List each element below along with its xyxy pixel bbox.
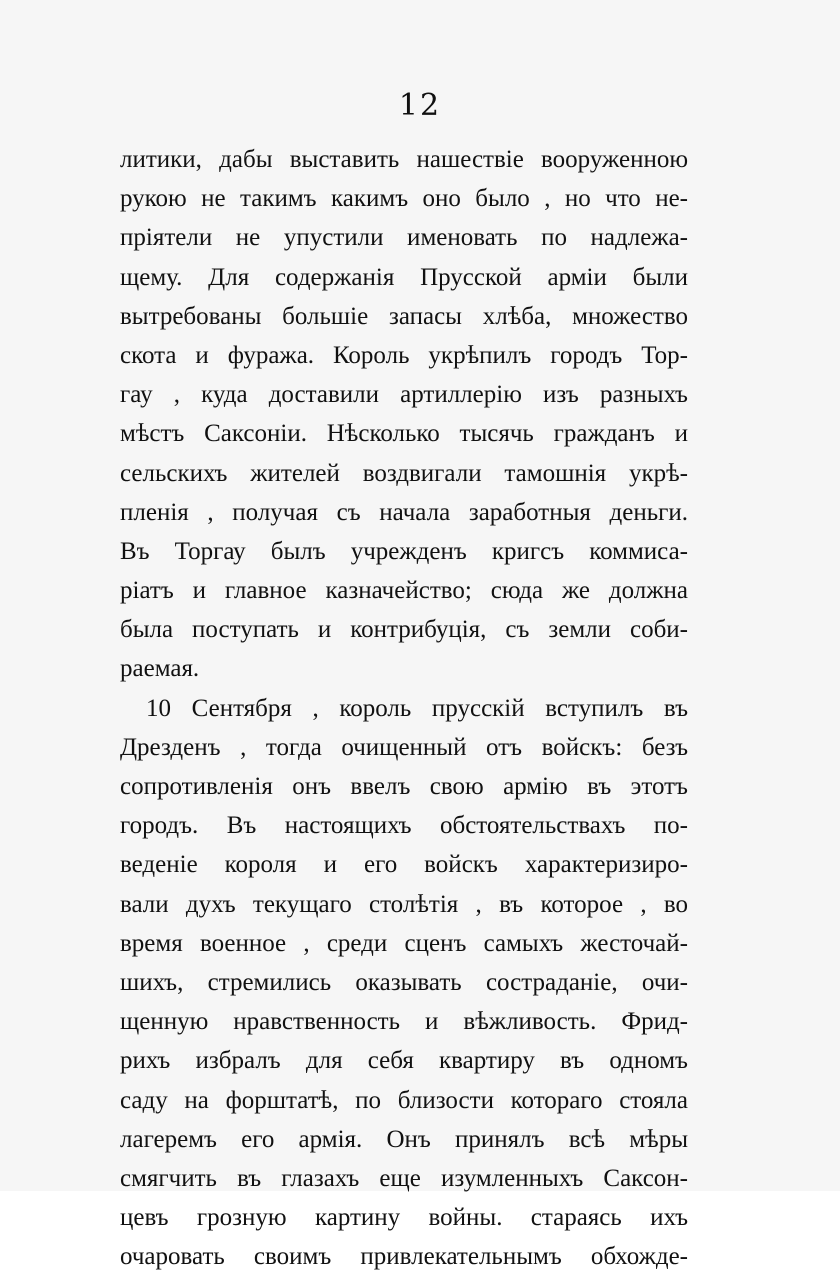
text-line: была поступать и контрибуція, съ земли соби- <box>120 616 688 644</box>
text-line: рихъ избралъ для себя квартиру въ одномъ <box>120 1047 688 1075</box>
text-line: сопротивленія онъ ввелъ свою армію въ этотъ <box>120 773 688 800</box>
text-line: веденіе короля и его войскъ характеризиро- <box>120 851 688 879</box>
text-line: скота и фуража. Король укрѣпилъ городъ Тор- <box>120 341 688 369</box>
text-line: очаровать своимъ привлекательнымъ обхожде- <box>120 1243 688 1271</box>
paragraph-end-line: раемая. <box>120 655 200 683</box>
text-line: литики, дабы выставить нашествіе вооруженною <box>120 146 688 173</box>
text-line: смягчить въ глазахъ еще изумленныхъ Саксон- <box>120 1164 688 1192</box>
text-line: лагеремъ его армія. Онъ принялъ всѣ мѣры <box>120 1125 688 1153</box>
text-line: саду на форштатѣ, по близости котораго стояла <box>120 1086 688 1114</box>
text-line: вытребованы большіе запасы хлѣба, множество <box>120 302 688 330</box>
page-number: 12 <box>398 88 442 123</box>
text-line: гау , куда доставили артиллерію изъ разныхъ <box>120 381 688 409</box>
text-line: цевъ грозную картину войны. стараясь ихъ <box>120 1204 688 1232</box>
text-line: время военное , среди сценъ самыхъ жесточай- <box>120 929 688 957</box>
paragraph-start-line: 10 Сентября , король прусскій вступилъ въ <box>146 694 688 722</box>
text-line: шихъ, стремились оказывать состраданіе, очи- <box>120 968 688 996</box>
text-line: щенную нравственность и вѣжливость. Фрид- <box>120 1008 688 1036</box>
body-text <box>120 140 688 1276</box>
text-line: ріатъ и главное казначейство; сюда же должна <box>120 577 688 605</box>
text-line: щему. Для содержанія Прусской арміи были <box>120 263 688 291</box>
text-line: мѣстъ Саксоніи. Нѣсколько тысячь гражданъ и <box>120 420 688 448</box>
text-line: Дрезденъ , тогда очищенный отъ войскъ: безъ <box>120 733 688 761</box>
text-line: пріятели не упустили именовать по надлежа- <box>120 224 688 252</box>
text-line: рукою не такимъ какимъ оно было , но что не- <box>120 185 688 213</box>
text-line: сельскихъ жителей воздвигали тамошнія укрѣ- <box>120 459 688 487</box>
text-line: пленія , получая съ начала заработныя деньги. <box>120 498 688 526</box>
text-line: городъ. Въ настоящихъ обстоятельствахъ по- <box>120 812 688 840</box>
text-line: вали духъ текущаго столѣтія , въ которое , во <box>120 890 688 918</box>
text-line: Въ Торгау былъ учрежденъ кригсъ коммиса- <box>120 537 688 565</box>
